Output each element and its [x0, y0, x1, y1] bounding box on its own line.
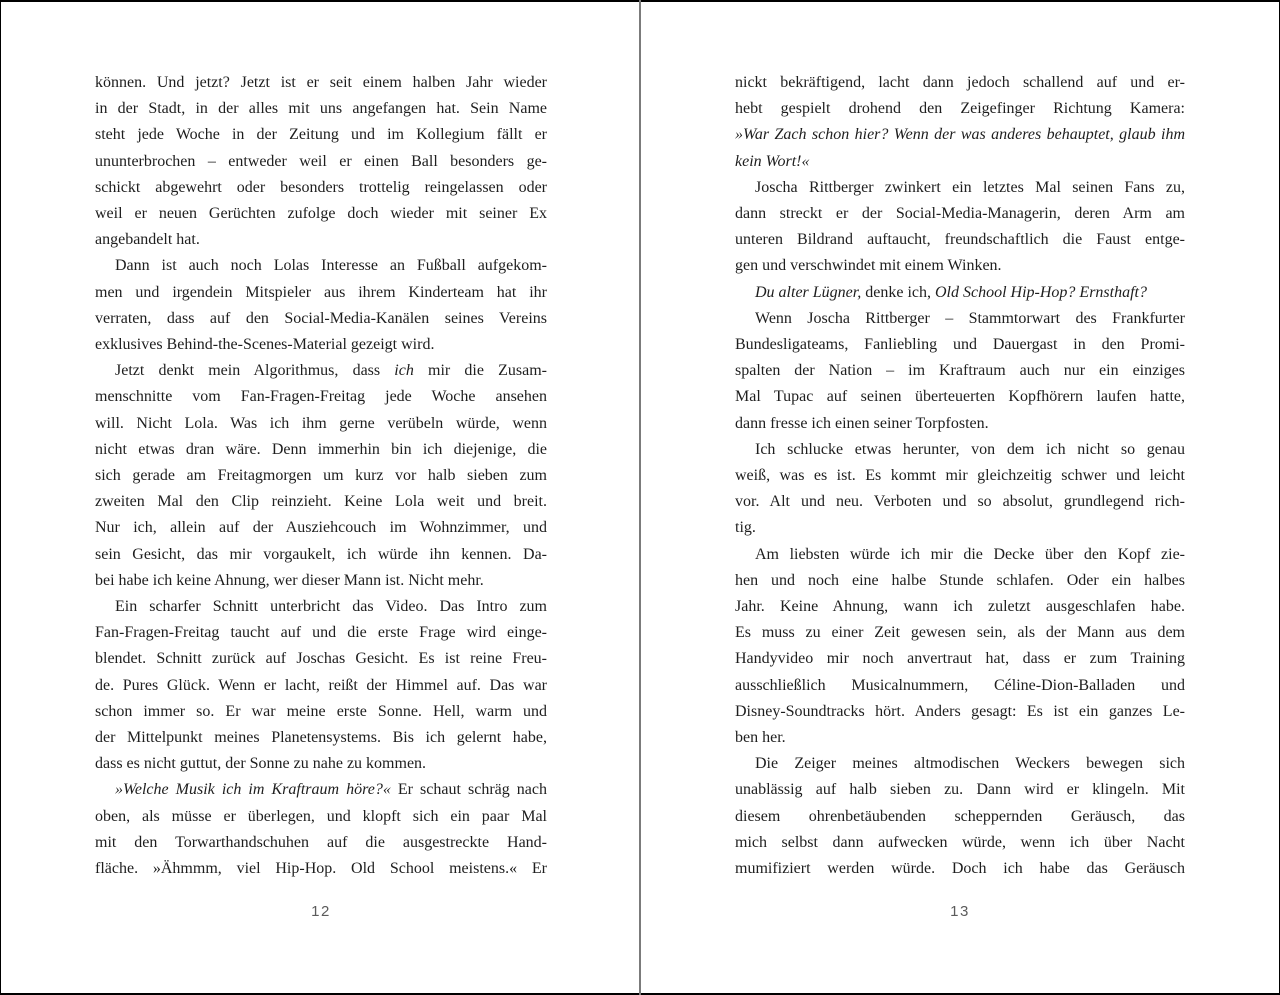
text-line — [95, 280, 547, 306]
text-line — [95, 70, 547, 96]
page-left — [0, 0, 639, 995]
text-line — [95, 830, 547, 856]
text-segment: Disney-Soundtracks hört. Anders gesagt: Es ist ein ganzes Le- — [735, 702, 1185, 720]
text-line — [735, 856, 1185, 882]
text-segment: Es muss zu einer Zeit gewesen sein, als der Mann aus dem — [735, 624, 1185, 642]
text-line — [95, 777, 547, 803]
text-segment: können. Und jetzt? Jetzt ist er seit einem halben Jahr wieder — [95, 74, 547, 91]
text-line — [95, 751, 547, 777]
text-line — [735, 594, 1185, 620]
page-left-number: 12 — [311, 903, 331, 920]
text-line — [95, 384, 547, 410]
text-segment: Fan-Fragen-Freitag taucht auf und die erste Frage wird einge- — [95, 624, 547, 642]
text-line — [735, 699, 1185, 725]
text-line — [95, 515, 547, 541]
text-segment: mumifiziert werden würde. Doch ich habe das Geräusch — [735, 860, 1185, 878]
text-segment: ununterbrochen – entweder weil er einen Ball besonders ge- — [95, 152, 547, 170]
text-segment: vor. Alt und neu. Verboten und so absolut, grundlegend rich- — [735, 493, 1185, 511]
text-segment: Ich schlucke etwas herunter, von dem ich nicht so genau — [755, 440, 1185, 458]
text-line — [735, 830, 1185, 856]
text-line — [95, 620, 547, 646]
text-segment: hebt gespielt drohend den Zeigefinger Richtung Kamera: — [735, 100, 1185, 118]
text-segment: dass es nicht guttut, der Sonne zu nahe zu kommen. — [95, 755, 427, 773]
text-segment: menschnitte vom Fan-Fragen-Freitag jede Woche ansehen — [95, 388, 547, 406]
text-segment: Ein scharfer Schnitt unterbricht das Video. Das Intro zum — [115, 598, 547, 616]
italic-text-segment: Du alter Lügner, — [755, 283, 862, 301]
text-segment: dann fresse ich einen seiner Torpfosten. — [735, 414, 989, 432]
text-line — [735, 201, 1185, 227]
text-segment: Wenn Joscha Rittberger – Stammtorwart des Frankfurter — [755, 309, 1185, 327]
italic-text-segment: »Welche Musik ich im Kraftraum höre?« — [115, 781, 391, 799]
text-segment: oben, als müsse er überlegen, und klopft sich ein paar Mal — [95, 807, 547, 825]
text-line — [735, 306, 1185, 332]
text-line — [735, 725, 1185, 751]
text-line — [735, 463, 1185, 489]
text-line — [95, 437, 547, 463]
page-right — [641, 0, 1280, 995]
italic-text-segment: ich — [394, 362, 414, 380]
text-line — [95, 149, 547, 175]
text-line — [735, 804, 1185, 830]
text-segment: mit den Torwarthandschuhen auf die ausgestreckte Hand- — [95, 833, 547, 851]
text-line — [735, 437, 1185, 463]
text-line — [95, 227, 547, 253]
text-line — [735, 384, 1185, 410]
text-line — [735, 227, 1185, 253]
page-left-text — [95, 70, 547, 882]
text-segment: nicht etwas dran wäre. Denn immerhin bin ich diejenige, die — [95, 440, 547, 458]
text-line — [95, 804, 547, 830]
text-segment: unteren Bildrand auftaucht, freundschaftlich die Faust entge- — [735, 231, 1185, 249]
text-line — [735, 253, 1185, 279]
text-line — [735, 751, 1185, 777]
text-line — [735, 568, 1185, 594]
text-segment: sein Gesicht, das mir vorgaukelt, ich würde ihn kennen. Da- — [95, 545, 547, 563]
text-segment: mich selbst dann aufwecken würde, wenn ich über Nacht — [735, 833, 1185, 851]
text-segment: Mal Tupac auf seinen überteuerten Kopfhörern laufen hatte, — [735, 388, 1185, 406]
italic-text-segment: Old School Hip-Hop? Ernsthaft? — [934, 283, 1147, 301]
text-line — [735, 70, 1185, 96]
text-segment: Bundesligateams, Fanliebling und Dauergast in den Promi- — [735, 336, 1185, 354]
text-line — [735, 96, 1185, 122]
text-segment: in der Stadt, in der alles mit uns angefangen hat. Sein Name — [95, 100, 547, 118]
text-segment: Joscha Rittberger zwinkert ein letztes Mal seinen Fans zu, — [755, 178, 1185, 196]
text-segment: Handyvideo mir noch anvertraut hat, dass er zum Training — [735, 650, 1185, 668]
text-segment: bei habe ich keine Ahnung, wer dieser Mann ist. Nicht mehr. — [95, 571, 484, 589]
text-segment: zweiten Mal den Clip reinzieht. Keine Lola weit und breit. — [95, 493, 547, 511]
text-segment: Am liebsten würde ich mir die Decke über den Kopf zie- — [755, 545, 1185, 563]
page-right-number: 13 — [950, 903, 970, 920]
text-segment: tig. — [735, 519, 756, 537]
text-line — [735, 489, 1185, 515]
text-line — [95, 568, 547, 594]
text-line — [95, 358, 547, 384]
text-line — [735, 646, 1185, 672]
text-line — [735, 620, 1185, 646]
text-segment: Er schaut schräg nach — [390, 781, 548, 799]
text-line — [95, 122, 547, 148]
text-line — [735, 280, 1185, 306]
text-segment: steht jede Woche in der Zeitung und im Kollegium fällt er — [95, 126, 547, 144]
text-segment: unablässig auf halb sieben zu. Dann wird er klingeln. Mit — [735, 781, 1185, 799]
text-segment: nickt bekräftigend, lacht dann jedoch schallend auf und er- — [735, 74, 1185, 91]
text-segment: men und irgendein Mitspieler aus ihrem Kinderteam hat ihr — [95, 283, 547, 301]
text-segment: Jetzt denkt mein Algorithmus, dass — [115, 362, 395, 380]
text-line — [735, 358, 1185, 384]
text-segment: der Mittelpunkt meines Planetensystems. Bis ich gelernt habe, — [95, 729, 547, 747]
text-line — [95, 411, 547, 437]
text-segment: angebandelt hat. — [95, 231, 200, 249]
text-line — [735, 673, 1185, 699]
text-line — [735, 332, 1185, 358]
text-segment: ben her. — [735, 729, 786, 747]
text-line — [95, 699, 547, 725]
text-line — [95, 463, 547, 489]
page-right-text — [735, 70, 1185, 882]
text-segment: sich gerade am Freitagmorgen um kurz vor halb sieben zum — [95, 467, 547, 485]
text-line — [735, 515, 1185, 541]
text-line — [95, 856, 547, 882]
italic-text-segment: »War Zach schon hier? Wenn der was anderes behauptet, glaub ihm — [735, 126, 1185, 144]
text-line — [735, 122, 1185, 148]
text-line — [735, 175, 1185, 201]
text-line — [95, 306, 547, 332]
text-segment: de. Pures Glück. Wenn er lacht, reißt der Himmel auf. Das war — [95, 676, 547, 694]
text-segment: hen und noch eine halbe Stunde schlafen. Oder ein halbes — [735, 571, 1185, 589]
text-line — [95, 725, 547, 751]
text-line — [95, 332, 547, 358]
text-segment: Die Zeiger meines altmodischen Weckers bewegen sich — [755, 755, 1185, 773]
text-line — [735, 149, 1185, 175]
text-line — [95, 673, 547, 699]
text-segment: Nur ich, allein auf der Ausziehcouch im Wohnzimmer, und — [95, 519, 547, 537]
text-line — [95, 594, 547, 620]
text-segment: Jahr. Keine Ahnung, wann ich zuletzt ausgeschlafen habe. — [735, 598, 1185, 616]
text-line — [735, 777, 1185, 803]
text-segment: spalten der Nation – im Kraftraum auch nur ein einziges — [735, 362, 1185, 380]
text-segment: exklusives Behind-the-Scenes-Material gezeigt wird. — [95, 336, 435, 354]
text-line — [735, 542, 1185, 568]
text-segment: ausschließlich Musicalnummern, Céline-Dion-Balladen und — [735, 676, 1185, 694]
text-line — [95, 489, 547, 515]
text-segment: weil er neuen Gerüchten zufolge doch wieder mit seiner Ex — [95, 205, 547, 223]
text-segment: schickt abgewehrt oder besonders trottelig reingelassen oder — [95, 178, 547, 196]
text-segment: blendet. Schnitt zurück auf Joschas Gesicht. Es ist reine Freu- — [95, 650, 547, 668]
text-segment: verraten, dass auf den Social-Media-Kanälen seines Vereins — [95, 309, 547, 327]
text-segment: dann streckt er der Social-Media-Managerin, deren Arm am — [735, 205, 1185, 223]
text-segment: will. Nicht Lola. Was ich ihm gerne verübeln würde, wenn — [95, 414, 547, 432]
text-segment: denke ich, — [861, 283, 935, 301]
text-line — [735, 411, 1185, 437]
text-segment: schon immer so. Er war meine erste Sonne. Hell, warm und — [95, 702, 547, 720]
text-segment: mir die Zusam- — [413, 362, 548, 380]
text-line — [95, 201, 547, 227]
text-segment: fläche. »Ähmmm, viel Hip-Hop. Old School meistens.« Er — [95, 860, 547, 878]
text-line — [95, 175, 547, 201]
text-segment: Dann ist auch noch Lolas Interesse an Fußball aufgekom- — [115, 257, 547, 275]
text-line — [95, 542, 547, 568]
italic-text-segment: kein Wort!« — [735, 152, 810, 170]
text-segment: gen und verschwindet mit einem Winken. — [735, 257, 1002, 275]
text-segment: weiß, was es ist. Es kommt mir gleichzeitig schwer und leicht — [735, 467, 1185, 485]
text-segment: diesem ohrenbetäubenden scheppernden Geräusch, das — [735, 807, 1185, 825]
text-line — [95, 96, 547, 122]
text-line — [95, 253, 547, 279]
text-line — [95, 646, 547, 672]
